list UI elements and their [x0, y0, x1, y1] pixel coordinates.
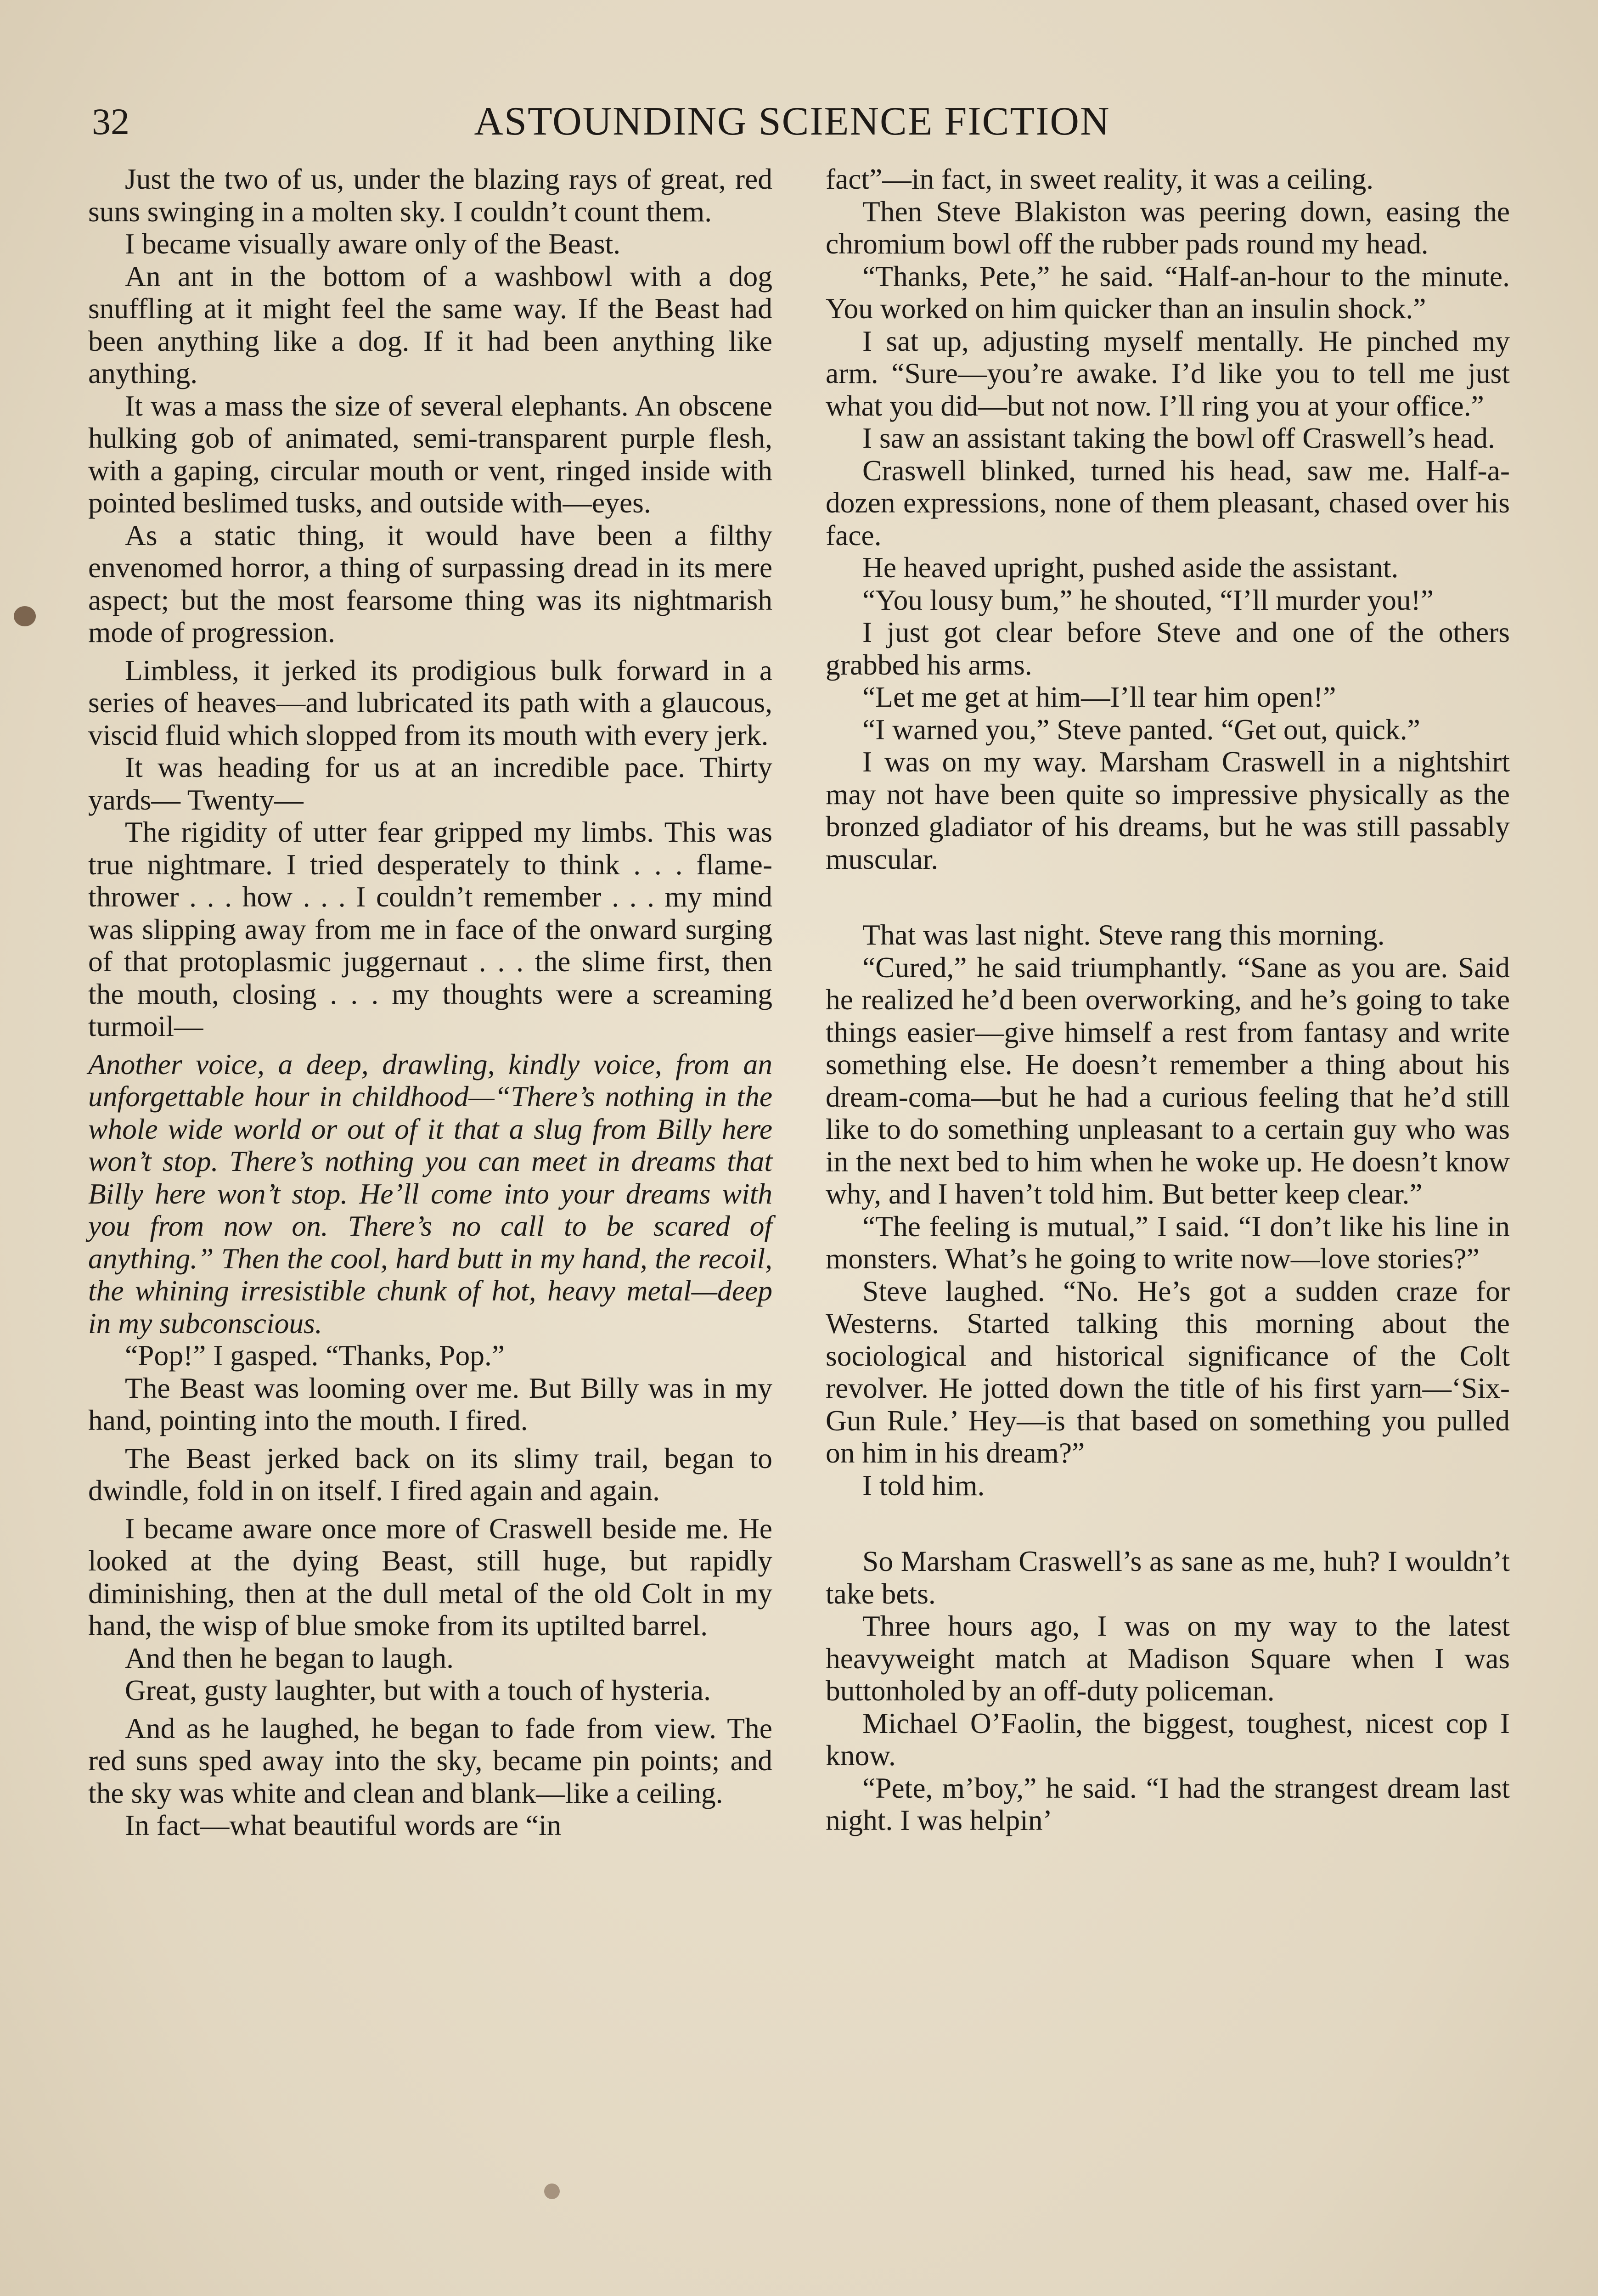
paragraph: Michael O’Faolin, the biggest, toughest, nicest cop I know.	[826, 1706, 1510, 1772]
paragraph: Great, gusty laughter, but with a touch of hysteria.	[125, 1674, 711, 1706]
paragraph: In fact—what beautiful words are “in	[125, 1809, 562, 1841]
paragraph: “You lousy bum,” he shouted, “I’ll murder you!”	[862, 583, 1434, 616]
paragraph: The rigidity of utter fear gripped my limbs. This was true nightmare. I tried desperately to think . . . flame-thrower . . . how . . . I couldn’t remember . . . my mind was slipping away from me in face of the onward surging of that protoplasmic juggernaut . . . the slime first, then the mouth, closing . . . my thoughts were a screaming turmoil—	[88, 816, 772, 1042]
paragraph: “The feeling is mutual,” I said. “I don’t like his line in monsters. What’s he going to write now—love stories?”	[826, 1210, 1510, 1275]
paragraph: I told him.	[862, 1469, 985, 1502]
paragraph: As a static thing, it would have been a filthy envenomed horror, a thing of surpassing dread in its mere aspect; but the most fearsome thing was its nightmarish mode of progression.	[88, 518, 772, 648]
paragraph: Three hours ago, I was on my way to the latest heavyweight match at Madison Square when I was buttonholed by an off-duty policeman.	[826, 1609, 1510, 1707]
running-title: ASTOUNDING SCIENCE FICTION	[474, 99, 1110, 144]
paragraph: Then Steve Blakiston was peering down, easing the chromium bowl off the rubber pads round my head.	[826, 195, 1510, 260]
paragraph: “Cured,” he said triumphantly. “Sane as you are. Said he realized he’d been overworking, and he’s going to take things easier—give himself a rest from fantasy and write something else. He doesn’t remember a thing about his dream-coma—but he had a curious feeling that he’d still like to do something unpleasant to a certain guy who was in the next bed to him when he woke up. He doesn’t know why, and I haven’t told him. But better keep clear.”	[826, 951, 1510, 1210]
paragraph: And as he laughed, he began to fade from view. The red suns sped away into the sky, became pin points; and the sky was white and clean and blank—like a ceiling.	[88, 1711, 772, 1809]
paragraph: “Pop!” I gasped. “Thanks, Pop.”	[125, 1339, 505, 1372]
paragraph: I became aware once more of Craswell beside me. He looked at the dying Beast, still huge, but rapidly diminishing, then at the dull metal of the old Colt in my hand, the wisp of blue smoke from its uptilted barrel.	[88, 1512, 772, 1642]
page-number: 32	[92, 101, 129, 142]
paper-stain	[544, 2183, 560, 2199]
paragraph: I became visually aware only of the Beast.	[125, 227, 621, 260]
paragraph: The Beast jerked back on its slimy trail, began to dwindle, fold in on itself. I fired again and again.	[88, 1441, 772, 1507]
paragraph: So Marsham Craswell’s as sane as me, huh? I wouldn’t take bets.	[826, 1545, 1510, 1610]
paragraph: It was heading for us at an incredible pace. Thirty yards— Twenty—	[88, 751, 772, 816]
page-header	[92, 94, 1437, 149]
paragraph: “I warned you,” Steve panted. “Get out, quick.”	[862, 713, 1420, 746]
paper-stain	[14, 606, 36, 626]
paragraph: fact”—in fact, in sweet reality, it was a ceiling.	[826, 163, 1374, 195]
paragraph: The Beast was looming over me. But Billy was in my hand, pointing into the mouth. I fired.	[88, 1371, 772, 1436]
paragraph: That was last night. Steve rang this morning.	[862, 918, 1385, 951]
paragraph: I saw an assistant taking the bowl off Craswell’s head.	[862, 422, 1495, 454]
italic-paragraph: Another voice, a deep, drawling, kindly voice, from an unforgettable hour in childhood—“There’s nothing in the whole wide world or out of it that a slug from Billy here won’t stop. There’s nothing you can meet in dreams that Billy here won’t stop. He’ll come into your dreams with you from now on. There’s no call to be scared of anything.” Then the cool, hard butt in my hand, the recoil, the whining irresistible chunk of hot, heavy metal—deep in my subconscious.	[88, 1047, 772, 1339]
paragraph: Steve laughed. “No. He’s got a sudden craze for Westerns. Started talking this morning about the sociological and historical significance of the Colt revolver. He jotted down the title of his first yarn—‘Six-Gun Rule.’ Hey—is that based on something you pulled on him in his dream?”	[826, 1274, 1510, 1469]
paragraph: It was a mass the size of several elephants. An obscene hulking gob of animated, semi-transparent purple flesh, with a gaping, circular mouth or vent, ringed inside with pointed beslimed tusks, and outside with—eyes.	[88, 389, 772, 519]
section-break	[826, 875, 1510, 919]
paragraph: I sat up, adjusting myself mentally. He pinched my arm. “Sure—you’re awake. I’d like you to tell me just what you did—but not now. I’ll ring you at your office.”	[826, 324, 1510, 422]
paragraph: An ant in the bottom of a washbowl with a dog snuffling at it might feel the same way. If the Beast had been anything like a dog. If it had been anything like anything.	[88, 259, 772, 389]
paragraph: Limbless, it jerked its prodigious bulk forward in a series of heaves—and lubricated its path with a glaucous, viscid fluid which slopped from its mouth with every jerk.	[88, 653, 772, 751]
paragraph: I just got clear before Steve and one of the others grabbed his arms.	[826, 616, 1510, 681]
paragraph: Craswell blinked, turned his head, saw me. Half-a-dozen expressions, none of them pleasant, chased over his face.	[826, 454, 1510, 551]
paragraph: He heaved upright, pushed aside the assistant.	[862, 551, 1399, 584]
paragraph: “Pete, m’boy,” he said. “I had the strangest dream last night. I was helpin’	[826, 1771, 1510, 1836]
paragraph: And then he began to laugh.	[125, 1641, 454, 1674]
right-column	[826, 163, 1510, 1837]
paragraph: “Thanks, Pete,” he said. “Half-an-hour to the minute. You worked on him quicker than an insulin shock.”	[826, 259, 1510, 325]
paragraph: Just the two of us, under the blazing rays of great, red suns swinging in a molten sky. I couldn’t count them.	[88, 163, 772, 228]
paragraph: I was on my way. Marsham Craswell in a nightshirt may not have been quite so impressive physically as the bronzed gladiator of his dreams, but he was still passably muscular.	[826, 745, 1510, 875]
left-column	[88, 163, 772, 1842]
paragraph: “Let me get at him—I’ll tear him open!”	[862, 681, 1336, 713]
section-break	[826, 1502, 1510, 1545]
